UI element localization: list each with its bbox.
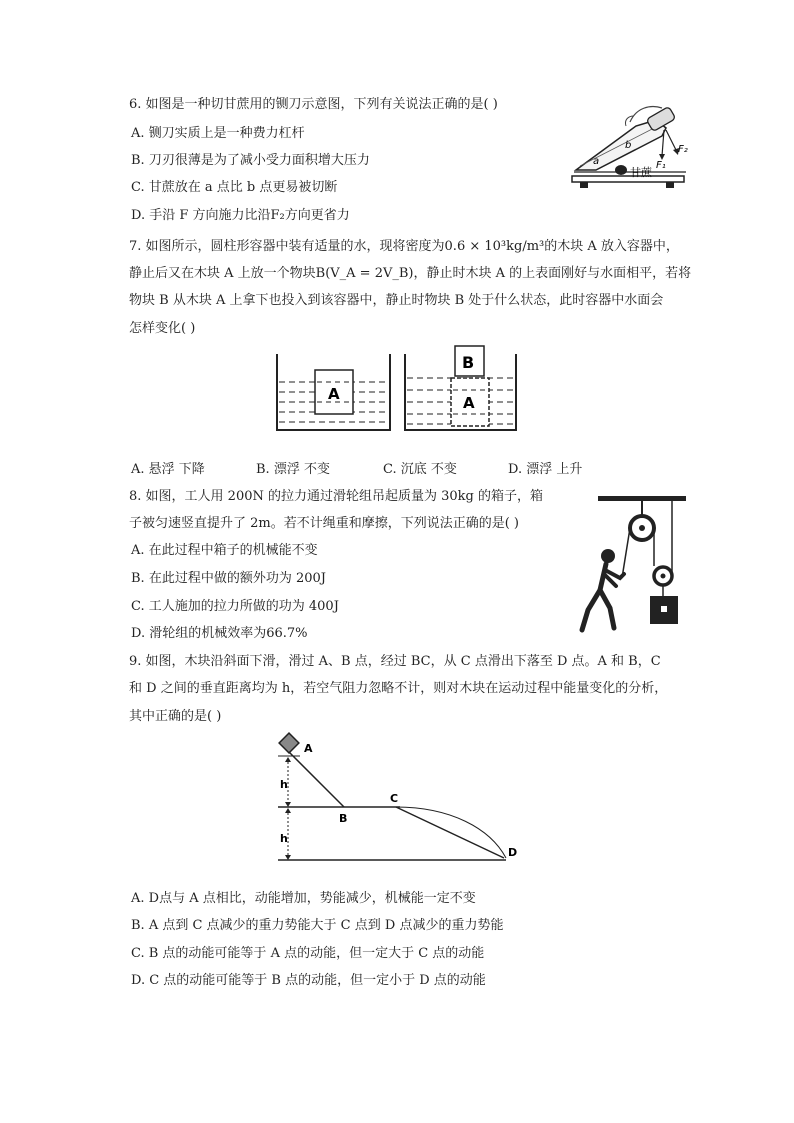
q9-label-h-lower: h <box>280 832 288 845</box>
q9-stem-line-1: 9. 如图，木块沿斜面下滑，滑过 A、B 点，经过 BC，从 C 点滑出下落至 D 点。A 和 B，C <box>129 654 661 669</box>
q6-label-sugarcane: 甘蔗 <box>630 166 652 179</box>
q7-option-b: B. 漂浮 不变 <box>256 462 330 477</box>
q6-option-b: B. 刀刃很薄是为了减小受力面积增大压力 <box>131 153 370 168</box>
q8-pulley-figure <box>570 490 690 635</box>
q7-stem-line-1: 7. 如图所示，圆柱形容器中装有适量的水，现将密度为0.6 × 10³kg/m³的木块 A 放入容器中， <box>129 239 679 254</box>
q7-left-block-a-label: A <box>328 385 340 403</box>
q6-option-d: D. 手沿 F 方向施力比沿F₂方向更省力 <box>131 208 350 223</box>
q8-option-d: D. 滑轮组的机械效率为66.7% <box>131 626 308 641</box>
q7-option-d: D. 漂浮 上升 <box>508 462 583 477</box>
q7-stem-line-4: 怎样变化( ) <box>129 321 196 336</box>
q9-slope-figure <box>270 732 522 864</box>
q6-option-c: C. 甘蔗放在 a 点比 b 点更易被切断 <box>131 180 338 195</box>
q6-stem: 6. 如图是一种切甘蔗用的铡刀示意图，下列有关说法正确的是( ) <box>129 97 498 112</box>
q9-stem-line-2: 和 D 之间的垂直距离均为 h，若空气阻力忽略不计，则对木块在运动过程中能量变化的分析， <box>129 681 668 696</box>
q9-label-a: A <box>304 742 313 755</box>
q9-option-a: A. D点与 A 点相比，动能增加，势能减少，机械能一定不变 <box>131 891 476 906</box>
q8-stem-line-2: 子被匀速竖直提升了 2m。若不计绳重和摩擦，下列说法正确的是( ) <box>129 516 520 531</box>
q6-guillotine-figure <box>566 98 696 193</box>
q9-label-h-upper: h <box>280 778 288 791</box>
q8-option-a: A. 在此过程中箱子的机械能不变 <box>131 543 318 558</box>
q9-stem-line-3: 其中正确的是( ) <box>129 709 222 724</box>
q6-label-f1: F₁ <box>656 160 666 171</box>
q6-label-a: a <box>593 156 600 167</box>
q9-option-d: D. C 点的动能可能等于 B 点的动能，但一定小于 D 点的动能 <box>131 973 486 988</box>
q7-right-container <box>405 346 516 430</box>
q7-option-c: C. 沉底 不变 <box>383 462 457 477</box>
q9-label-c: C <box>390 792 399 805</box>
q8-stem-line-1: 8. 如图，工人用 200N 的拉力通过滑轮组吊起质量为 30kg 的箱子，箱 <box>129 489 543 504</box>
q7-right-block-a-label: A <box>463 394 475 412</box>
q7-option-a: A. 悬浮 下降 <box>131 462 205 477</box>
q7-left-container <box>277 354 390 430</box>
q6-label-b: b <box>625 140 632 151</box>
q7-block-b-label: B <box>462 353 475 372</box>
q7-containers-figure <box>274 342 520 434</box>
q6-option-a: A. 铡刀实质上是一种费力杠杆 <box>131 126 305 141</box>
q7-stem-line-3: 物块 B 从木块 A 上拿下也投入到该容器中，静止时物块 B 处于什么状态，此时容器中水面会 <box>129 293 664 308</box>
q7-stem-line-2: 静止后又在木块 A 上放一个物块B(V_A = 2V_B)，静止时木块 A 的上表面刚好与水面相平，若将 <box>129 266 692 281</box>
q6-label-f2: F₂ <box>678 144 688 155</box>
q9-option-b: B. A 点到 C 点减少的重力势能大于 C 点到 D 点减少的重力势能 <box>131 918 504 933</box>
q9-label-b: B <box>339 812 348 825</box>
q8-option-c: C. 工人施加的拉力所做的功为 400J <box>131 599 339 614</box>
q8-option-b: B. 在此过程中做的额外功为 200J <box>131 571 326 586</box>
q9-label-d: D <box>508 846 518 859</box>
q9-option-c: C. B 点的动能可能等于 A 点的动能，但一定大于 C 点的动能 <box>131 946 485 961</box>
